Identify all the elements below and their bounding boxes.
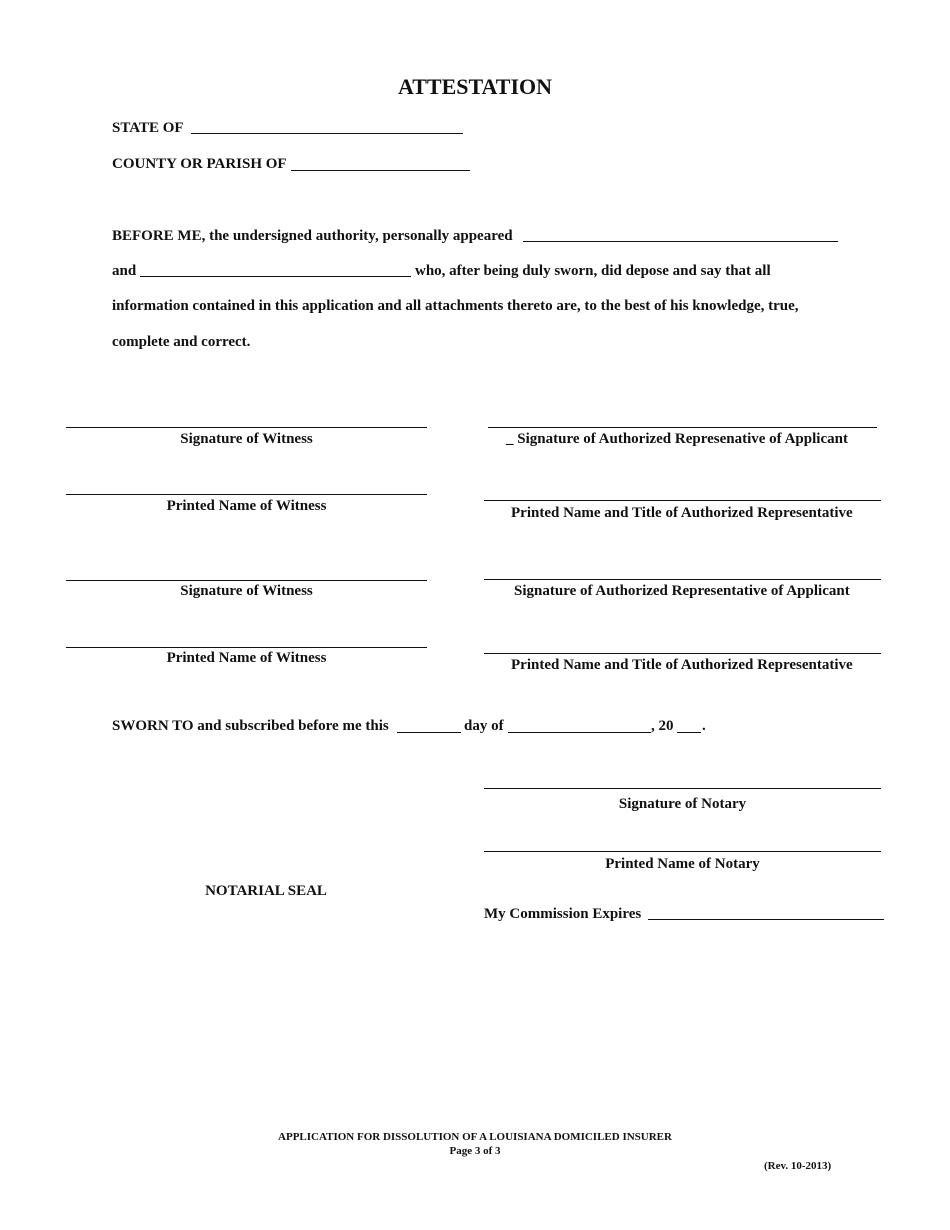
county-field[interactable] (291, 170, 470, 171)
rep-name-line-1[interactable] (484, 500, 881, 501)
rep-name-line-2[interactable] (484, 653, 881, 654)
witness-signature-line-2[interactable] (66, 580, 427, 581)
state-field[interactable] (191, 133, 463, 134)
notary-name-caption: Printed Name of Notary (605, 856, 760, 872)
sworn-month-field[interactable] (508, 732, 651, 733)
notary-signature-line[interactable] (484, 788, 881, 789)
rep-signature-caption-1: _ Signature of Authorized Represenative of Applicant (506, 431, 848, 447)
sworn-year-prefix: , 20 (651, 718, 674, 734)
sworn-year-field[interactable] (677, 732, 701, 733)
notary-name-line[interactable] (484, 851, 881, 852)
sworn-day-of: day of (464, 718, 504, 734)
paragraph-line-3: information contained in this application and all attachments thereto are, to the best of his knowledge, true, (112, 298, 799, 314)
state-label: STATE OF (112, 120, 184, 136)
county-label: COUNTY OR PARISH OF (112, 156, 287, 172)
witness-signature-caption-2: Signature of Witness (180, 583, 313, 599)
paragraph-line-2-prefix: and (112, 263, 137, 279)
witness-name-caption-2: Printed Name of Witness (166, 650, 327, 666)
witness-name-line-1[interactable] (66, 494, 427, 495)
page-title: ATTESTATION (397, 74, 553, 99)
commission-expires-label: My Commission Expires (484, 906, 642, 922)
footer-page-number: Page 3 of 3 (449, 1145, 501, 1157)
rep-signature-line-1[interactable] (488, 427, 877, 428)
paragraph-line-4: complete and correct. (112, 334, 251, 350)
witness-signature-line-1[interactable] (66, 427, 427, 428)
rep-name-caption-2: Printed Name and Title of Authorized Representative (511, 657, 853, 673)
rep-signature-line-2[interactable] (484, 579, 881, 580)
notary-signature-caption: Signature of Notary (618, 796, 747, 812)
appeared-name-field[interactable] (523, 241, 838, 242)
footer-form-title: APPLICATION FOR DISSOLUTION OF A LOUISIANA DOMICILED INSURER (278, 1131, 672, 1143)
sworn-prefix: SWORN TO and subscribed before me this (112, 718, 389, 734)
commission-expires-field[interactable] (648, 919, 884, 920)
second-name-field[interactable] (140, 276, 411, 277)
paragraph-line-2-suffix: who, after being duly sworn, did depose and say that all (415, 263, 771, 279)
paragraph-line-1: BEFORE ME, the undersigned authority, personally appeared (112, 228, 513, 244)
sworn-period: . (702, 718, 706, 734)
rep-name-caption-1: Printed Name and Title of Authorized Representative (511, 505, 853, 521)
witness-name-line-2[interactable] (66, 647, 427, 648)
notarial-seal-label: NOTARIAL SEAL (205, 883, 327, 899)
witness-name-caption-1: Printed Name of Witness (166, 498, 327, 514)
witness-signature-caption-1: Signature of Witness (180, 431, 313, 447)
sworn-day-field[interactable] (397, 732, 461, 733)
rep-signature-caption-2: Signature of Authorized Representative of Applicant (514, 583, 850, 599)
footer-revision: (Rev. 10-2013) (764, 1160, 832, 1172)
